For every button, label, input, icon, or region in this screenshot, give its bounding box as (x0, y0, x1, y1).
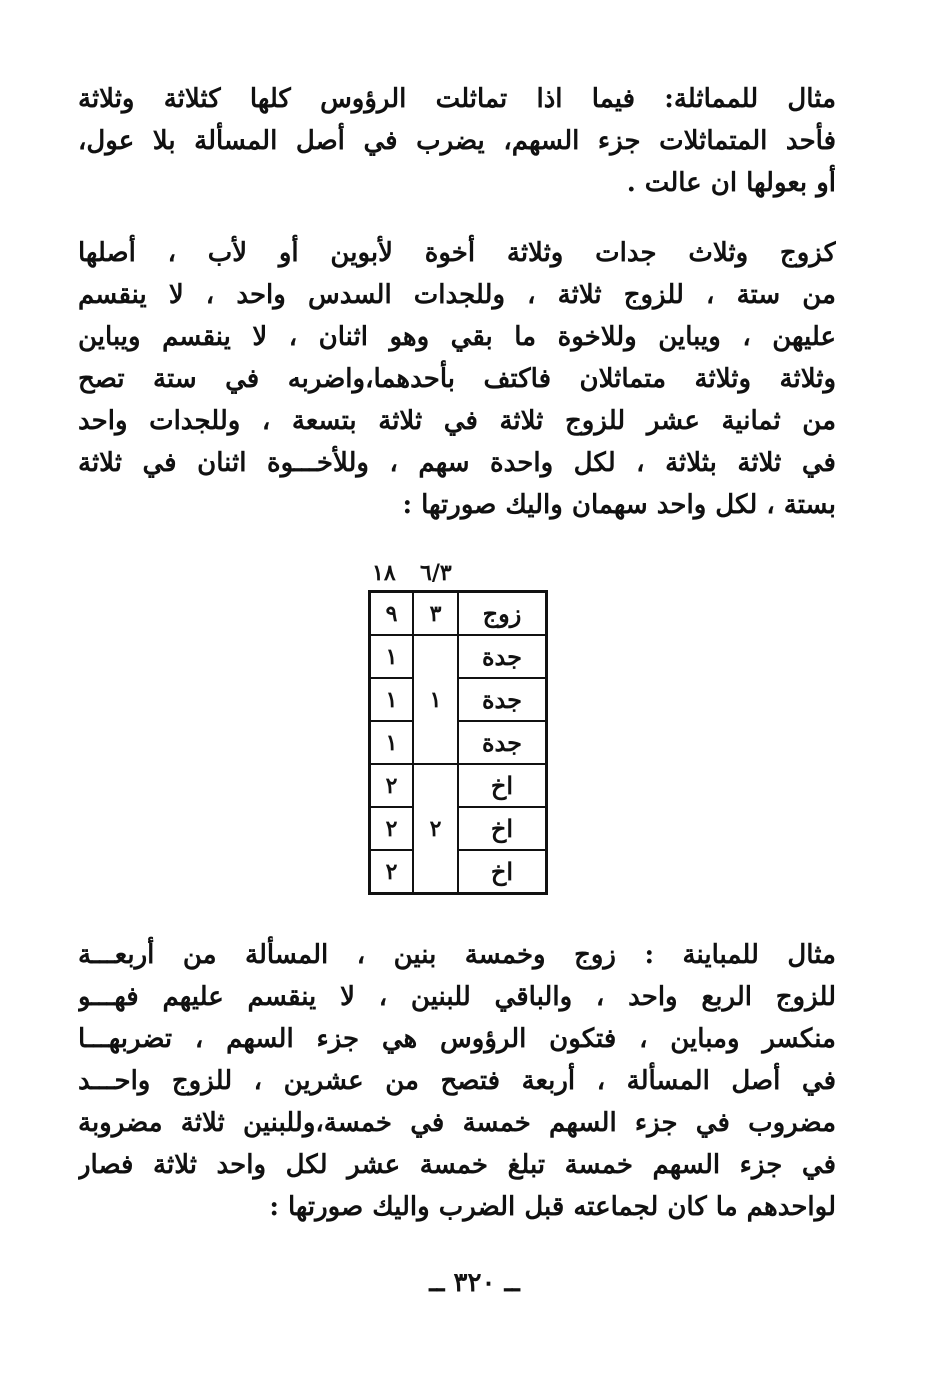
paragraph-similarity-example (78, 78, 836, 204)
table-row (370, 807, 547, 850)
heir-final-share: ٢ (370, 807, 413, 850)
text-line: كزوج وثلاث جدات وثلاثة أخوة لأبوين أو لأب ، أصلها (78, 238, 836, 268)
text-line: في جزء السهم خمسة تبلغ خمسة عشر لكل واحد ثلاثة فصار (78, 1150, 836, 1180)
table-row (370, 635, 547, 678)
text-line: لواحدهم ما كان لجماعته قبل الضرب واليك صورتها : (269, 1192, 836, 1222)
table-row (370, 592, 547, 636)
text-line: أو بعولها ان عالت . (626, 168, 836, 198)
table-row (370, 721, 547, 764)
table-header (362, 556, 548, 590)
heir-final-share: ١ (370, 721, 413, 764)
heir-name: جدة (458, 721, 547, 764)
heir-final-share: ٢ (370, 850, 413, 894)
heir-name: جدة (458, 635, 547, 678)
heir-name: جدة (458, 678, 547, 721)
page-number: ــ ٣٢٠ ــ (429, 1268, 520, 1298)
heir-share: ٢ (413, 764, 458, 894)
heir-share: ١ (413, 635, 458, 764)
heir-final-share: ١ (370, 678, 413, 721)
text-line: في أصل المسألة ، أربعة فتصح من عشرين ، للزوج واحـــد (78, 1066, 836, 1096)
text-line: مثال للمماثلة: فيما اذا تماثلت الرؤوس كلها كثلاثة وثلاثة (78, 84, 836, 114)
heir-name: اخ (458, 764, 547, 807)
text-line: منكسر ومباين ، فتكون الرؤوس هي جزء السهم ، تضربهـــا (78, 1024, 836, 1054)
text-line: في ثلاثة بثلاثة ، لكل واحدة سهم ، وللأخـــوة اثنان في ثلاثة (78, 448, 836, 478)
text-line: عليهن ، ويباين وللاخوة ما بقي وهو اثنان ، لا ينقسم ويباين (78, 322, 836, 352)
table-row (370, 764, 547, 807)
text-line: من ستة ، للزوج ثلاثة ، وللجدات السدس واحد ، لا ينقسم (78, 280, 836, 310)
heir-name: اخ (458, 807, 547, 850)
table-header-total: ١٨ (372, 560, 396, 586)
text-line: من ثمانية عشر للزوج ثلاثة في ثلاثة بتسعة ، وللجدات واحد (78, 406, 836, 436)
text-line: للزوج الربع واحد ، والباقي للبنين ، لا ينقسم عليهم فهـــو (78, 982, 836, 1012)
inheritance-table-block (362, 556, 548, 895)
table-row (370, 850, 547, 894)
text-line: وثلاثة وثلاثة متماثلان فاكتف بأحدهما،واضربه في ستة تصح (78, 364, 836, 394)
table-row (370, 678, 547, 721)
heir-name: اخ (458, 850, 547, 894)
text-line: مثال للمباينة : زوج وخمسة بنين ، المسألة من أربعـــة (78, 940, 836, 970)
text-line: فأحد المتماثلات جزء السهم، يضرب في أصل المسألة بلا عول، (78, 126, 836, 156)
table-header-base: ٦/٣ (420, 560, 452, 586)
heir-final-share: ١ (370, 635, 413, 678)
heir-share: ٣ (413, 592, 458, 636)
paragraph-divergence-example (78, 934, 836, 1228)
heir-final-share: ٢ (370, 764, 413, 807)
text-line: بستة ، لكل واحد سهمان واليك صورتها : (402, 490, 836, 520)
inheritance-table (368, 590, 548, 895)
paragraph-husband-grandmothers-example (78, 232, 836, 526)
text-line: مضروب في جزء السهم خمسة في خمسة،وللبنين ثلاثة مضروبة (78, 1108, 836, 1138)
heir-final-share: ٩ (370, 592, 413, 636)
heir-name: زوج (458, 592, 547, 636)
